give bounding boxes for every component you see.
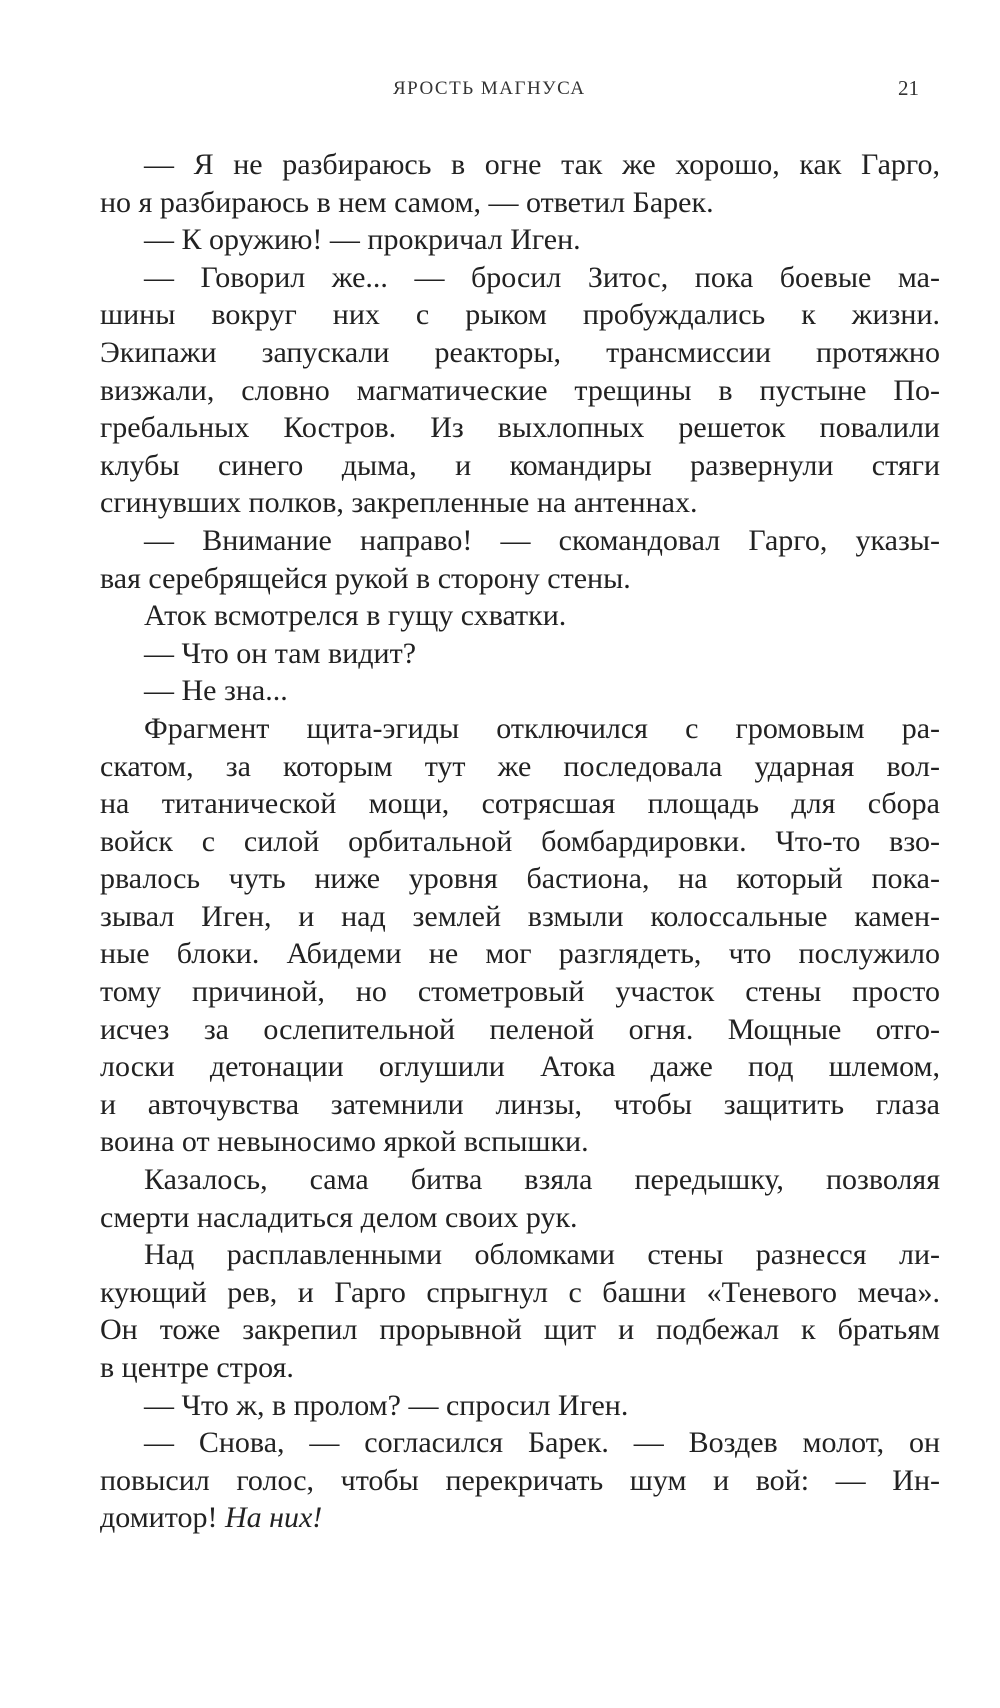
final-line-italic: На них! xyxy=(224,1501,323,1535)
text-line: войск с силой орбитальной бомбардировки. Что-то взо- xyxy=(100,824,940,858)
text-line: сгинувших полков, закрепленные на антеннах. xyxy=(100,486,698,520)
text-line: вая серебрящейся рукой в сторону стены. xyxy=(100,561,631,595)
text-line: Фрагмент щита-эгиды отключился с громовым ра- xyxy=(144,711,940,745)
text-line: — Снова, — согласился Барек. — Воздев молот, он xyxy=(144,1426,940,1460)
text-line: гребальных Костров. Из выхлопных решеток повалили xyxy=(100,411,940,445)
text-line: ные блоки. Абидеми не мог разглядеть, что послужило xyxy=(100,937,940,971)
text-line: — Говорил же... — бросил Зитос, пока боевые ма- xyxy=(144,260,940,294)
text-line: — Что ж, в пролом? — спросил Иген. xyxy=(144,1388,629,1422)
text-line: лоски детонации оглушили Атока даже под шлемом, xyxy=(100,1050,940,1084)
final-line-plain: домитор! xyxy=(100,1501,225,1535)
text-line: воина от невыносимо яркой вспышки. xyxy=(100,1125,589,1159)
text-line: — Внимание направо! — скомандовал Гарго, указы- xyxy=(144,523,940,557)
text-line: — Я не разбираюсь в огне так же хорошо, как Гарго, xyxy=(144,148,940,181)
text-line: — Не зна... xyxy=(144,674,288,708)
text-line: Аток всмотрелся в гущу схватки. xyxy=(144,599,567,633)
text-line: повысил голос, чтобы перекричать шум и вой: — Ин- xyxy=(100,1463,940,1497)
text-line: Над расплавленными обломками стены разнесся ли- xyxy=(144,1238,940,1272)
running-head: ЯРОСТЬ МАГНУСА xyxy=(393,78,586,99)
text-line: но я разбираюсь в нем самом, — ответил Барек. xyxy=(100,185,714,219)
text-line: Экипажи запускали реакторы, трансмиссии протяжно xyxy=(100,335,940,369)
text-line: на титанической мощи, сотрясшая площадь для сбора xyxy=(100,787,940,821)
text-line: скатом, за которым тут же последовала ударная вол- xyxy=(100,749,940,783)
text-line: зывал Иген, и над землей взмыли колоссальные камен- xyxy=(100,899,940,933)
text-line: Он тоже закрепил прорывной щит и подбежал к братьям xyxy=(100,1313,940,1347)
text-line: и авточувства затемнили линзы, чтобы защитить глаза xyxy=(100,1087,940,1121)
text-line: кующий рев, и Гарго спрыгнул с башни «Теневого меча». xyxy=(100,1275,940,1309)
text-line: исчез за ослепительной пеленой огня. Мощные отго- xyxy=(100,1012,940,1046)
text-line: в центре строя. xyxy=(100,1351,294,1384)
text-line: клубы синего дыма, и командиры развернули стяги xyxy=(100,448,940,482)
text-line: тому причиной, но стометровый участок стены просто xyxy=(100,975,940,1009)
body-text xyxy=(100,146,940,1537)
text-line: Казалось, сама битва взяла передышку, позволяя xyxy=(144,1163,940,1197)
text-line: — Что он там видит? xyxy=(144,636,417,670)
text-line: визжали, словно магматические трещины в пустыне По- xyxy=(100,373,940,407)
text-line: рвалось чуть ниже уровня бастиона, на который пока- xyxy=(100,862,940,896)
final-text-line xyxy=(100,1499,940,1537)
page-number: 21 xyxy=(898,76,919,100)
text-line: — К оружию! — прокричал Иген. xyxy=(144,223,581,257)
text-line: шины вокруг них с рыком пробуждались к жизни. xyxy=(100,298,940,332)
text-line: смерти насладиться делом своих рук. xyxy=(100,1200,578,1234)
